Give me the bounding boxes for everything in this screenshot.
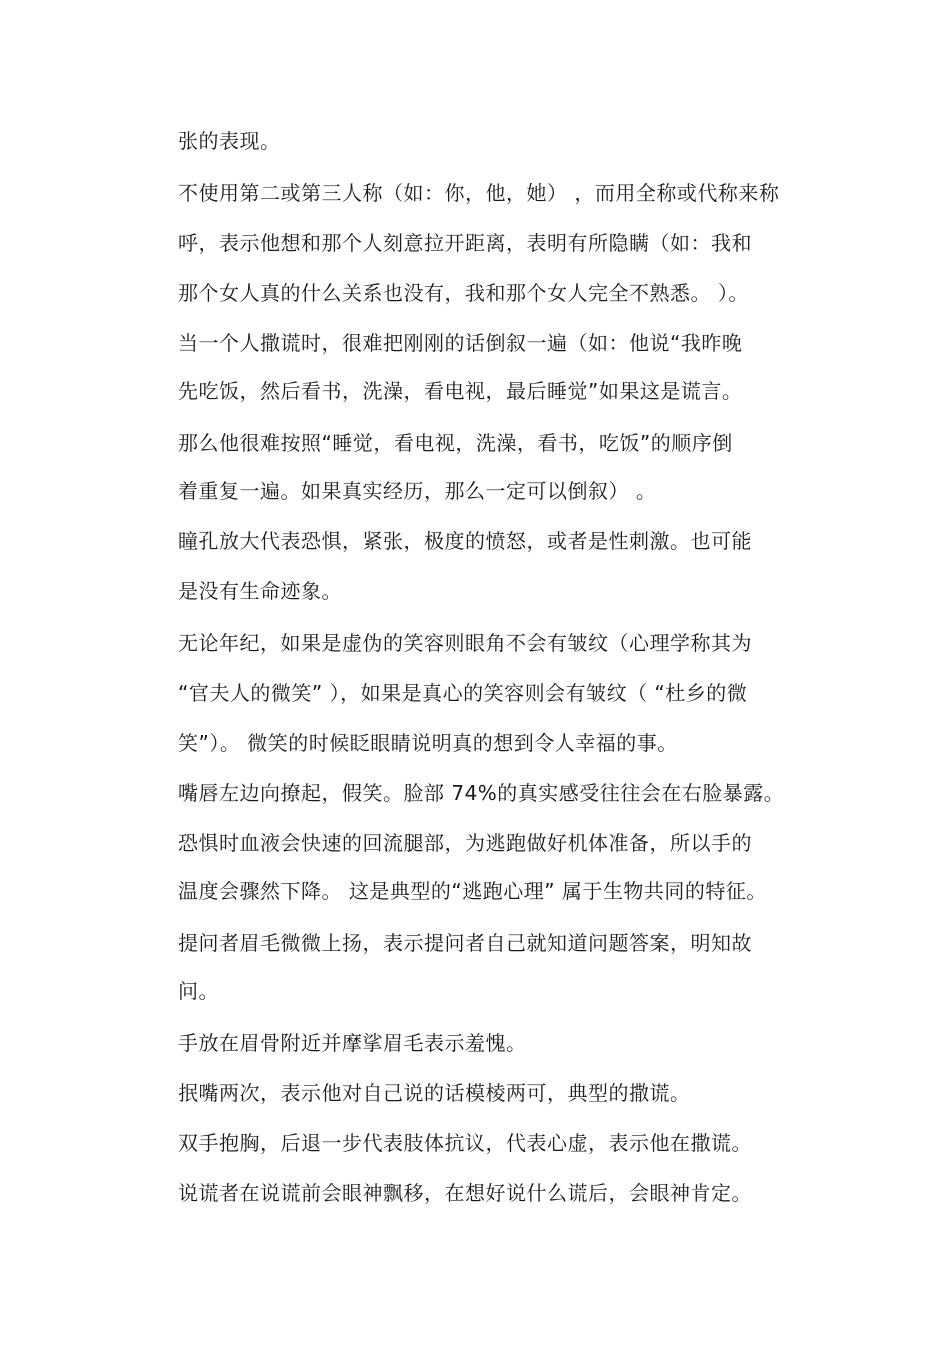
text-line: 那个女人真的什么关系也没有，我和那个女人完全不熟悉。 ）。 [178,281,749,305]
text-line: 提问者眉毛微微上扬，表示提问者自己就知道问题答案，明知故 [178,931,752,955]
text-line: 温度会骤然下降。 这是典型的“逃跑心理” 属于生物共同的特征。 [178,879,767,903]
text-line: 是没有生命迹象。 [178,579,342,603]
text-line: 瞳孔放大代表恐惧，紧张，极度的愤怒，或者是性刺激。也可能 [178,529,752,553]
text-line: 当一个人撒谎时，很难把刚刚的话倒叙一遍（如：他说“我昨晚 [178,331,743,355]
text-line: 着重复一遍。如果真实经历，那么一定可以倒叙） 。 [178,479,657,503]
text-line: 张的表现。 [178,129,281,153]
text-line: 笑”）。 微笑的时候眨眼睛说明真的想到令人幸福的事。 [178,731,678,755]
text-line: 先吃饭，然后看书，洗澡，看电视，最后睡觉”如果这是谎言。 [178,379,743,403]
text-line: 呼，表示他想和那个人刻意拉开距离，表明有所隐瞒（如：我和 [178,231,752,255]
text-line: 双手抱胸，后退一步代表肢体抗议，代表心虚，表示他在撒谎。 [178,1131,752,1155]
text-line: 嘴唇左边向撩起，假笑。脸部 74%的真实感受往往会在右脸暴露。 [178,781,785,805]
text-line: 那么他很难按照“睡觉，看电视，洗澡，看书，吃饭”的顺序倒 [178,431,733,455]
text-line: 说谎者在说谎前会眼神飘移，在想好说什么谎后，会眼神肯定。 [178,1181,752,1205]
text-line: 无论年纪，如果是虚伪的笑容则眼角不会有皱纹（心理学称其为 [178,631,752,655]
text-line: 不使用第二或第三人称（如：你，他，她） ，而用全称或代称来称 [178,181,780,205]
text-line: 手放在眉骨附近并摩挲眉毛表示羞愧。 [178,1031,527,1055]
text-line: 抿嘴两次，表示他对自己说的话模棱两可，典型的撒谎。 [178,1081,691,1105]
text-line: 问。 [178,979,219,1003]
text-line: 恐惧时血液会快速的回流腿部，为逃跑做好机体准备，所以手的 [178,831,752,855]
text-line: “官夫人的微笑” ），如果是真心的笑容则会有皱纹（ “杜乡的微 [178,681,748,705]
